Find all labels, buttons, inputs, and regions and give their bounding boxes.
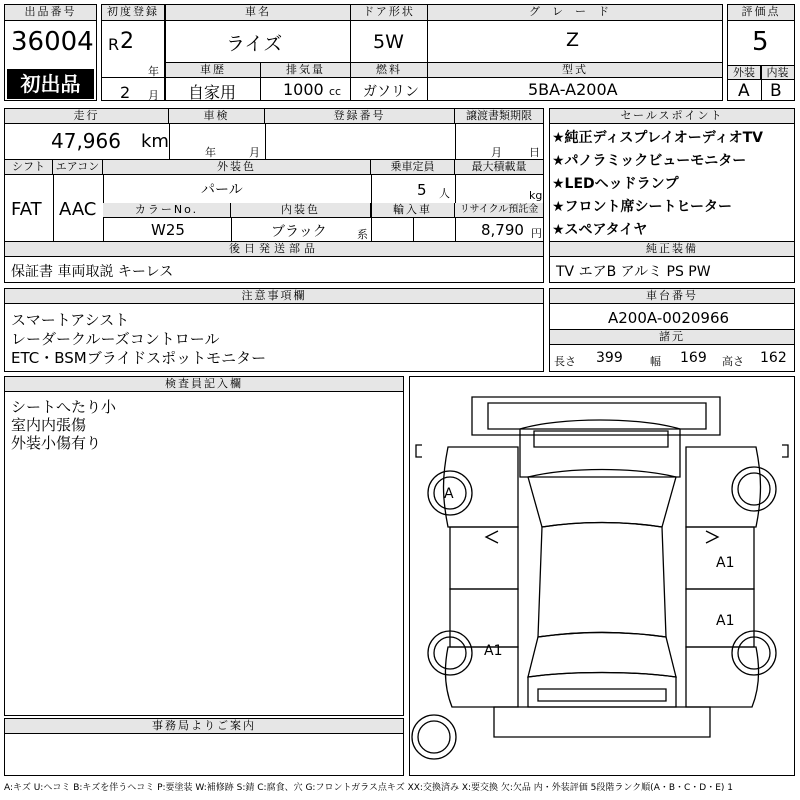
front-bumper-inner bbox=[488, 403, 706, 429]
car-name-label: 車名 bbox=[166, 5, 350, 21]
door-value: 5W bbox=[373, 31, 404, 53]
displacement-unit: cc bbox=[329, 85, 342, 98]
height-label: 高さ bbox=[722, 355, 744, 368]
reg-month: 2 bbox=[120, 83, 131, 102]
later-items-label: 後日発送部品 bbox=[5, 242, 543, 257]
recycle-value: 8,790 bbox=[481, 221, 524, 239]
history-box bbox=[165, 62, 261, 101]
sales-point-item: ★フロント席シートヒーター bbox=[552, 199, 732, 215]
car-name: ライズ bbox=[226, 33, 283, 55]
office-box bbox=[4, 718, 404, 776]
notes-box bbox=[4, 288, 544, 372]
score-label: 評価点 bbox=[728, 5, 794, 21]
note-line: ETC・BSMブライドスポットモニター bbox=[11, 349, 267, 367]
equipment-label: 純正装備 bbox=[550, 242, 794, 257]
left-rear-door bbox=[450, 589, 518, 647]
note-line: スマートアシスト bbox=[11, 311, 130, 329]
door-label: ドア形状 bbox=[351, 5, 427, 21]
displacement-label: 排気量 bbox=[261, 63, 350, 78]
right-bracket bbox=[782, 445, 788, 457]
sales-point-item: ★純正ディスプレイオーディオTV bbox=[552, 130, 764, 146]
left-rear-fender bbox=[445, 647, 518, 707]
recycle-label: リサイクル預託金 bbox=[455, 203, 543, 218]
reg-year: 2 bbox=[120, 29, 134, 54]
exterior-color-label: 外装色 bbox=[103, 160, 371, 175]
color-no-value: W25 bbox=[151, 221, 185, 239]
equipment-value: TV エアB アルミ PS PW bbox=[556, 264, 711, 280]
car-diagram bbox=[410, 377, 794, 775]
fuel-label: 燃料 bbox=[351, 63, 427, 78]
reg-number-label: 登録番号 bbox=[265, 109, 455, 124]
width-value: 169 bbox=[680, 350, 707, 366]
inspection-month-unit: 月 bbox=[249, 146, 260, 159]
first-listing-badge: 初出品 bbox=[7, 69, 94, 99]
later-items-value: 保証書 車両取説 キーレス bbox=[11, 264, 174, 280]
first-reg-box bbox=[101, 4, 165, 101]
inspector-line: 室内内張傷 bbox=[11, 416, 87, 434]
shift-label: シフト bbox=[5, 160, 53, 175]
interior-grade: B bbox=[770, 81, 782, 101]
rear-window bbox=[528, 633, 676, 678]
transfer-docs-label: 譲渡書類期限 bbox=[455, 109, 543, 124]
door-box bbox=[350, 4, 428, 63]
score-value: 5 bbox=[752, 27, 769, 57]
length-value: 399 bbox=[596, 350, 623, 366]
reg-year-unit: 年 bbox=[148, 65, 159, 78]
grade-value: Z bbox=[566, 29, 580, 51]
inspection-label: 車検 bbox=[169, 109, 265, 124]
grade-box bbox=[427, 4, 723, 63]
lot-box bbox=[4, 4, 97, 101]
model-value: 5BA-A200A bbox=[528, 80, 618, 99]
width-label: 幅 bbox=[650, 355, 661, 368]
sales-point-item: ★LEDヘッドランプ bbox=[552, 176, 679, 192]
interior-color-unit: 系 bbox=[357, 228, 368, 241]
specs-box bbox=[4, 108, 544, 283]
chassis-box bbox=[549, 288, 795, 372]
mileage-label: 走行 bbox=[5, 109, 169, 124]
legend-text: A:キズ U:ヘコミ B:キズを伴うヘコミ P:要塗装 W:補修跡 S:錆 C:腐食、穴 G:フロントガラス点キズ XX:交換済み X:要交換 欠:欠品 内・外装評価 5段階ランク順(A・B・C・D・E) 1 bbox=[4, 783, 734, 793]
history-value: 自家用 bbox=[188, 83, 237, 102]
spare-wheel-inner bbox=[418, 721, 450, 753]
right-front-wheel-inner bbox=[738, 473, 770, 505]
left-front-door bbox=[450, 527, 518, 589]
history-label: 車歴 bbox=[166, 63, 260, 78]
inspector-line: 外装小傷有り bbox=[11, 434, 102, 452]
grille bbox=[534, 431, 668, 447]
inspector-box bbox=[4, 376, 404, 716]
mark-left-front-wheel: A bbox=[444, 486, 454, 502]
displacement-value: 1000 bbox=[283, 80, 324, 99]
left-mirror bbox=[486, 531, 498, 543]
height-value: 162 bbox=[760, 350, 787, 366]
ac-label: エアコン bbox=[53, 160, 103, 175]
lot-number: 36004 bbox=[11, 27, 94, 57]
left-bracket bbox=[416, 445, 422, 457]
capacity-value: 5 bbox=[417, 181, 427, 199]
lot-label: 出品番号 bbox=[5, 5, 96, 21]
interior-color-value: ブラック bbox=[271, 224, 327, 240]
capacity-label: 乗車定員 bbox=[371, 160, 455, 175]
inspection-year-unit: 年 bbox=[205, 146, 216, 159]
displacement-box bbox=[260, 62, 351, 101]
recycle-unit: 円 bbox=[531, 227, 542, 240]
right-rear-fender bbox=[686, 647, 759, 707]
right-mirror bbox=[706, 531, 718, 543]
capacity-unit: 人 bbox=[439, 187, 450, 200]
exterior-color-value: パール bbox=[201, 182, 243, 198]
inspector-line: シートへたり小 bbox=[11, 398, 117, 416]
grade-label: グレード bbox=[428, 5, 722, 21]
shift-value: FAT bbox=[11, 199, 42, 220]
sales-points-label: セールスポイント bbox=[550, 109, 794, 124]
sales-point-item: ★パノラミックビューモニター bbox=[552, 153, 747, 169]
color-no-label: カラーNo. bbox=[103, 203, 231, 218]
import-label: 輸入車 bbox=[371, 203, 455, 218]
mark-right-rear-door: A1 bbox=[716, 613, 735, 629]
roof bbox=[538, 523, 666, 638]
office-label: 事務局よりご案内 bbox=[5, 719, 403, 734]
exterior-grade: A bbox=[738, 81, 750, 101]
score-box bbox=[727, 4, 795, 101]
transfer-month-unit: 月 bbox=[491, 146, 502, 159]
mileage-unit: km bbox=[141, 131, 169, 152]
dims-label: 諸元 bbox=[550, 330, 794, 345]
reg-month-unit: 月 bbox=[148, 89, 159, 102]
length-label: 長さ bbox=[554, 355, 576, 368]
exterior-grade-label: 外装 bbox=[728, 66, 761, 80]
inspector-label: 検査員記入欄 bbox=[5, 377, 403, 392]
interior-color-label: 内装色 bbox=[231, 203, 371, 218]
notes-label: 注意事項欄 bbox=[5, 289, 543, 304]
model-label: 型式 bbox=[428, 63, 722, 78]
note-line: レーダークルーズコントロール bbox=[11, 330, 220, 348]
ac-value: AAC bbox=[59, 199, 97, 220]
chassis-number: A200A-0020966 bbox=[608, 309, 730, 327]
interior-grade-label: 内装 bbox=[761, 66, 794, 80]
first-reg-label: 初度登録 bbox=[102, 5, 164, 21]
model-box bbox=[427, 62, 723, 101]
right-front-fender bbox=[686, 447, 761, 527]
mileage-value: 47,966 bbox=[51, 129, 121, 153]
rear-bumper-outline bbox=[494, 707, 710, 737]
rear-plate bbox=[538, 689, 666, 701]
sales-point-item: ★スペアタイヤ bbox=[552, 222, 648, 238]
windshield bbox=[528, 470, 676, 528]
transfer-day-unit: 日 bbox=[529, 146, 540, 159]
mark-right-front-door: A1 bbox=[716, 555, 735, 571]
sales-points-box bbox=[549, 108, 795, 283]
car-name-box bbox=[165, 4, 351, 63]
fuel-value: ガソリン bbox=[363, 84, 419, 100]
era-label: R bbox=[108, 35, 120, 54]
car-diagram-box bbox=[409, 376, 795, 776]
max-load-label: 最大積載量 bbox=[455, 160, 543, 175]
trunk bbox=[528, 673, 676, 708]
chassis-label: 車台番号 bbox=[550, 289, 794, 304]
mark-left-rear-wheel: A1 bbox=[484, 643, 503, 659]
max-load-unit: kg bbox=[529, 189, 543, 202]
fuel-box bbox=[350, 62, 428, 101]
